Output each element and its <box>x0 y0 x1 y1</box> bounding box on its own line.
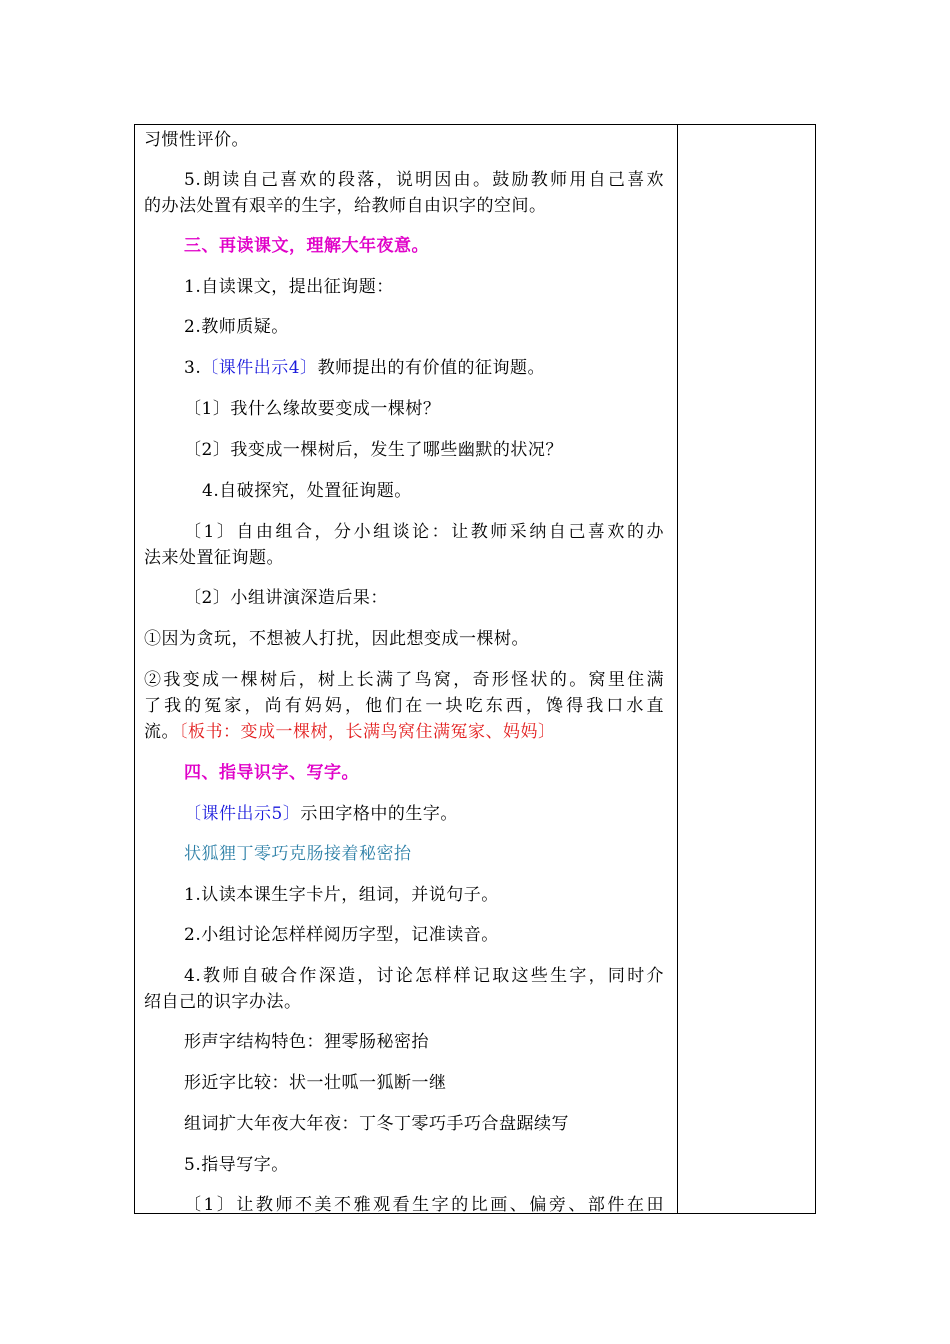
section-heading: 三、再读课文，理解大年夜意。 <box>184 236 429 256</box>
text-line: 〔2〕小组讲演深造后果： <box>184 588 388 608</box>
text-line: 4.自破探究，处置征询题。 <box>202 481 412 501</box>
step-text: 示田字格中的生字。 <box>300 804 458 824</box>
courseware-tag: 〔课件出示4〕 <box>201 358 318 378</box>
text-line <box>184 357 545 379</box>
text-line: 1.自读课文，提出征询题： <box>184 277 394 297</box>
lesson-table <box>134 124 816 1214</box>
text-line: 5.朗读自己喜欢的段落，说明因由。鼓励教师用自己喜欢 <box>184 170 664 190</box>
text-line: 了我的冤家，尚有妈妈，他们在一块吃东西，馋得我口水直 <box>144 696 664 716</box>
text-line: 〔1〕我什么缘故要变成一棵树？ <box>184 399 441 419</box>
new-characters: 状狐狸丁零巧克肠接着秘密抬 <box>184 844 412 864</box>
text-line: 1.认读本课生字卡片，组词，并说句子。 <box>184 885 499 905</box>
lesson-content-cell <box>144 125 666 1213</box>
text-line: 绍自己的识字办法。 <box>144 992 302 1012</box>
board-note: 〔板书：变成一棵树，长满鸟窝住满冤家、妈妈〕 <box>179 722 556 742</box>
text-line: 2.教师质疑。 <box>184 317 289 337</box>
text-line: 组词扩大年夜大年夜：丁冬丁零巧手巧合盘踞续写 <box>184 1114 569 1134</box>
text-line: ①因为贪玩，不想被人打扰，因此想变成一棵树。 <box>144 629 529 649</box>
step-text: 教师提出的有价值的征询题。 <box>317 358 546 378</box>
text-line: 法来处置征询题。 <box>144 548 284 568</box>
step-number: 3. <box>184 358 202 378</box>
text-line: 形近字比较：状一壮呱一狐断一继 <box>184 1073 447 1093</box>
text-line: ②我变成一棵树后，树上长满了鸟窝，奇形怪状的。窝里住满 <box>144 670 664 690</box>
notes-cell <box>678 125 815 1213</box>
text-line: 4.教师自破合作深造，讨论怎样样记取这些生字，同时介 <box>184 966 664 986</box>
section-heading: 四、指导识字、写字。 <box>184 763 359 783</box>
text-line: 习惯性评价。 <box>144 130 249 150</box>
text-line: 2.小组讨论怎样样阅历字型，记准读音。 <box>184 925 499 945</box>
text-fragment: 流。 <box>144 722 179 742</box>
text-line: 形声字结构特色：狸零肠秘密抬 <box>184 1032 429 1052</box>
text-line: 5.指导写字。 <box>184 1155 289 1175</box>
text-line: 〔1〕自由组合，分小组谈论：让教师采纳自己喜欢的办 <box>184 522 664 542</box>
text-line <box>144 721 556 743</box>
text-line: 的办法处置有艰辛的生字，给教师自由识字的空间。 <box>144 196 547 216</box>
courseware-tag: 〔课件出示5〕 <box>184 804 301 824</box>
text-line <box>184 803 458 825</box>
text-line: 〔2〕我变成一棵树后，发生了哪些幽默的状况？ <box>184 440 563 460</box>
text-line: 〔1〕让教师不美不雅观看生字的比画、偏旁、部件在田 <box>184 1195 664 1213</box>
